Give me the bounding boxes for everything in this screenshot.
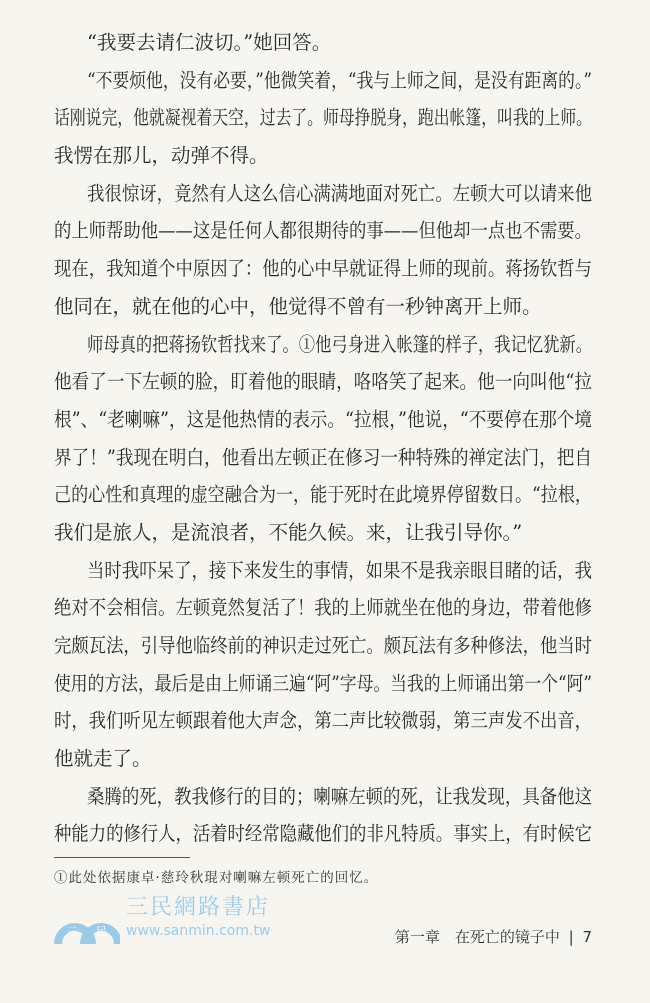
text-line-row [54, 326, 592, 364]
text-line-row [54, 778, 592, 816]
text-line: 我们是旅人，是流浪者，不能久候。来，让我引导你。” [54, 520, 523, 544]
text-line: 根”、“老喇嘛”，这是他热情的表示。“拉根，”他说，“不要停在那个境 [54, 407, 593, 431]
body-text [54, 24, 592, 853]
watermark-arches-icon [54, 896, 120, 944]
text-line-row [54, 476, 592, 514]
text-line: 我很惊讶，竟然有人这么信心满满地面对死亡。左顿大可以请来他 [87, 181, 593, 205]
text-line-row [54, 363, 592, 401]
footnote-divider [54, 857, 190, 858]
text-line-row [54, 815, 592, 853]
text-line: 绝对不会相信。左顿竟然复活了！我的上师就坐在他的身边，带着他修 [54, 596, 593, 620]
text-line-row [54, 250, 592, 288]
text-line: 的上师帮助他——这是任何人都很期待的事——但他却一点也不需要。 [54, 219, 593, 243]
text-line: 时，我们听见左顿跟着他大声念，第二声比较微弱，第三声发不出音， [54, 709, 593, 733]
text-line-row [54, 137, 592, 175]
text-line-row [54, 62, 592, 100]
text-line: 他就走了。 [54, 747, 152, 771]
text-line: 完颇瓦法，引导他临终前的神识走过死亡。颇瓦法有多种修法，他当时 [54, 634, 593, 657]
text-line-row [54, 288, 592, 326]
text-line: 他看了一下左顿的脸，盯着他的眼睛，咯咯笑了起来。他一向叫他“拉 [54, 370, 592, 394]
watermark-logo [54, 896, 354, 946]
text-line: 当时我吓呆了，接下来发生的事情，如果不是我亲眼目睹的话，我 [87, 558, 593, 582]
footer-separator: | [568, 928, 574, 946]
text-line: 师母真的把蒋扬钦哲找来了。①他弓身进入帐篷的样子，我记忆犹新。 [87, 332, 593, 356]
page-number: 7 [582, 928, 592, 946]
text-line: 现在，我知道个中原因了：他的心中早就证得上师的现前。蒋扬钦哲与 [54, 257, 593, 281]
text-line: 己的心性和真理的虚空融合为一，能于死时在此境界停留数日。“拉根， [54, 483, 592, 507]
text-line-row [54, 212, 592, 250]
watermark-char: 三 [66, 925, 77, 938]
text-line-row [54, 514, 592, 552]
text-line-row [54, 589, 592, 627]
text-line: 我愣在那儿，动弹不得。 [54, 144, 269, 168]
text-line-row [54, 740, 592, 778]
text-line-row [54, 99, 592, 137]
text-line-row [54, 175, 592, 213]
chapter-title: 第一章 在死亡的镜子中 [394, 928, 560, 946]
watermark-char: 民 [96, 925, 107, 938]
text-line: 界了！”我现在明白，他看出左顿正在修习一种特殊的禅定法门，把自 [54, 445, 592, 469]
text-line: 桑腾的死，教我修行的目的；喇嘛左顿的死，让我发现，具备他这 [87, 784, 593, 808]
text-line: 他同在，就在他的心中，他觉得不曾有一秒钟离开上师。 [54, 294, 542, 318]
watermark-name: 三民網路書店 [126, 895, 271, 920]
text-line: 话刚说完，他就凝视着天空，过去了。师母挣脱身，跑出帐篷，叫我的上师。 [54, 106, 592, 130]
text-line-row [54, 665, 592, 703]
page-footer [395, 928, 592, 946]
text-line-row [54, 552, 592, 590]
text-line-row [54, 401, 592, 439]
text-line-row [54, 702, 592, 740]
watermark-url: www.sanmin.com.tw [126, 923, 271, 939]
text-line: 种能力的修行人，活着时经常隐藏他们的非凡特质。事实上，有时候它 [54, 822, 593, 846]
text-line-row [54, 439, 592, 477]
text-line-row [54, 24, 592, 62]
text-line: 使用的方法，最后是由上师诵三遍“阿”字母。当我的上师诵出第一个“阿” [54, 671, 593, 695]
text-line: “不要烦他，没有必要，”他微笑着，“我与上师之间，是没有距离的。” [87, 68, 592, 92]
footnote: ①此处依据康卓·慈玲秋琨对喇嘛左顿死亡的回忆。 [54, 870, 379, 886]
text-line-row [54, 627, 592, 665]
text-line: “我要去请仁波切。”她回答。 [87, 31, 332, 54]
